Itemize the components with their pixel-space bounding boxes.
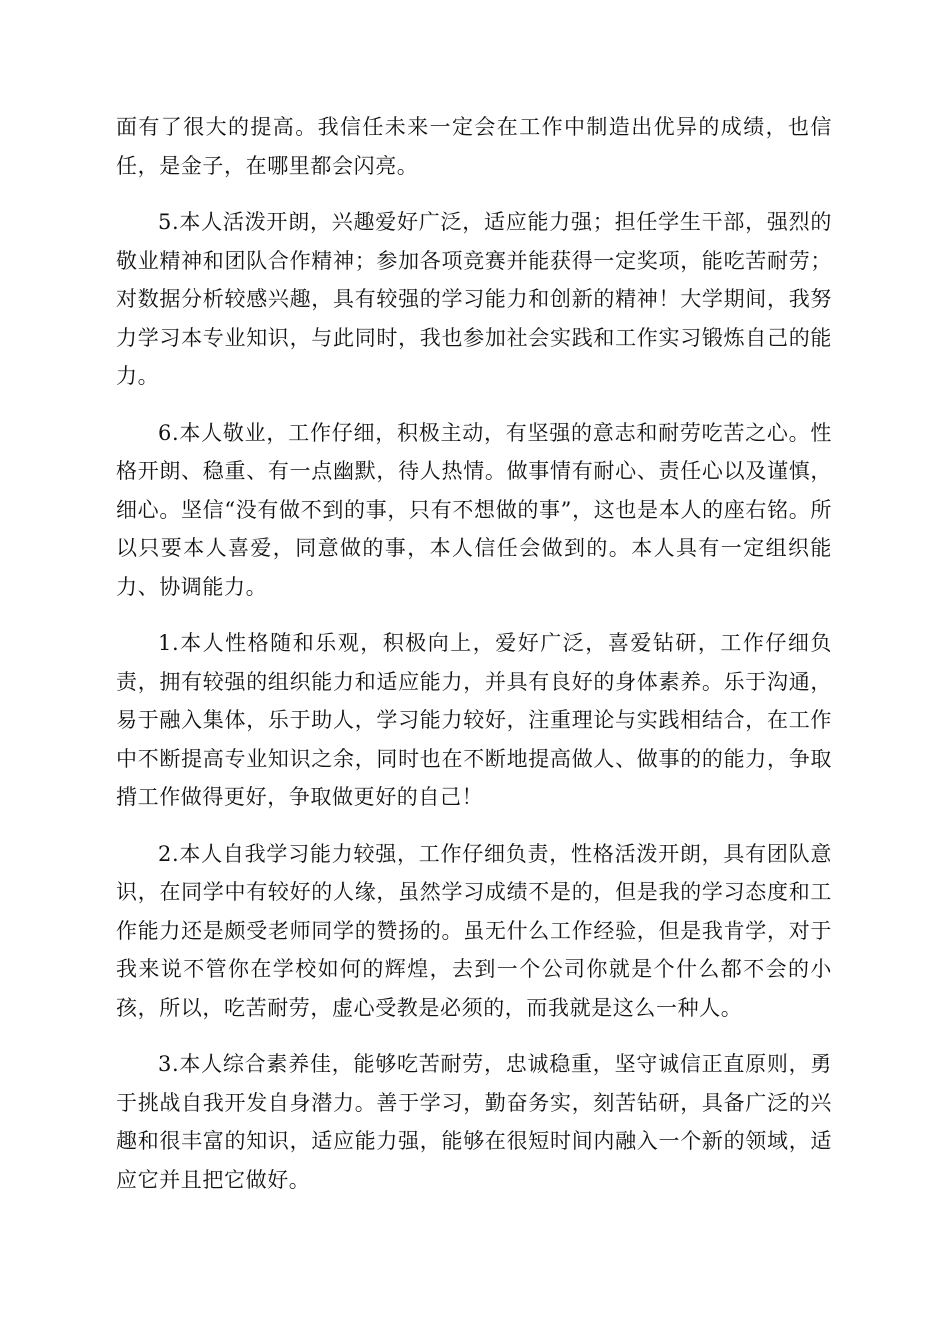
paragraph-item-3: 3.本人综合素养佳，能够吃苦耐劳，忠诚稳重，坚守诚信正直原则，勇于挑战自我开发自身潜力。善于学习，勤奋务实，刻苦钻研，具备广泛的兴趣和很丰富的知识，适应能力强，能够在很短时间内融入一个新的领域，适应它并且把它做好。 [116, 1052, 832, 1192]
paragraph-item-5: 5.本人活泼开朗，兴趣爱好广泛，适应能力强；担任学生干部，强烈的敬业精神和团队合作精神；参加各项竞赛并能获得一定奖项，能吃苦耐劳；对数据分析较感兴趣，具有较强的学习能力和创新的精神！大学期间，我努力学习本专业知识，与此同时，我也参加社会实践和工作实习锻炼自己的能力。 [116, 210, 832, 388]
document-body [116, 108, 832, 1217]
paragraph-item-2: 2.本人自我学习能力较强，工作仔细负责，性格活泼开朗，具有团队意识，在同学中有较好的人缘，虽然学习成绩不是的，但是我的学习态度和工作能力还是颇受老师同学的赞扬的。虽无什么工作经验，但是我肯学，对于我来说不管你在学校如何的辉煌，去到一个公司你就是个什么都不会的小孩，所以，吃苦耐劳，虚心受教是必须的，而我就是这么一种人。 [116, 841, 832, 1020]
paragraph-continuation: 面有了很大的提高。我信任未来一定会在工作中制造出优异的成绩，也信任，是金子，在哪里都会闪亮。 [116, 115, 832, 178]
paragraph-item-6: 6.本人敬业，工作仔细，积极主动，有坚强的意志和耐劳吃苦之心。性格开朗、稳重、有一点幽默，待人热情。做事情有耐心、责任心以及谨慎，细心。坚信“没有做不到的事，只有不想做的事”，这也是本人的座右铭。所以只要本人喜爱，同意做的事，本人信任会做到的。本人具有一定组织能力、协调能力。 [116, 420, 832, 599]
paragraph-item-1: 1.本人性格随和乐观，积极向上，爱好广泛，喜爱钻研，工作仔细负责，拥有较强的组织能力和适应能力，并具有良好的身体素养。乐于沟通，易于融入集体，乐于助人，学习能力较好，注重理论与实践相结合，在工作中不断提高专业知识之余，同时也在不断地提高做人、做事的的能力，争取揹工作做得更好，争取做更好的自己！ [116, 631, 832, 809]
